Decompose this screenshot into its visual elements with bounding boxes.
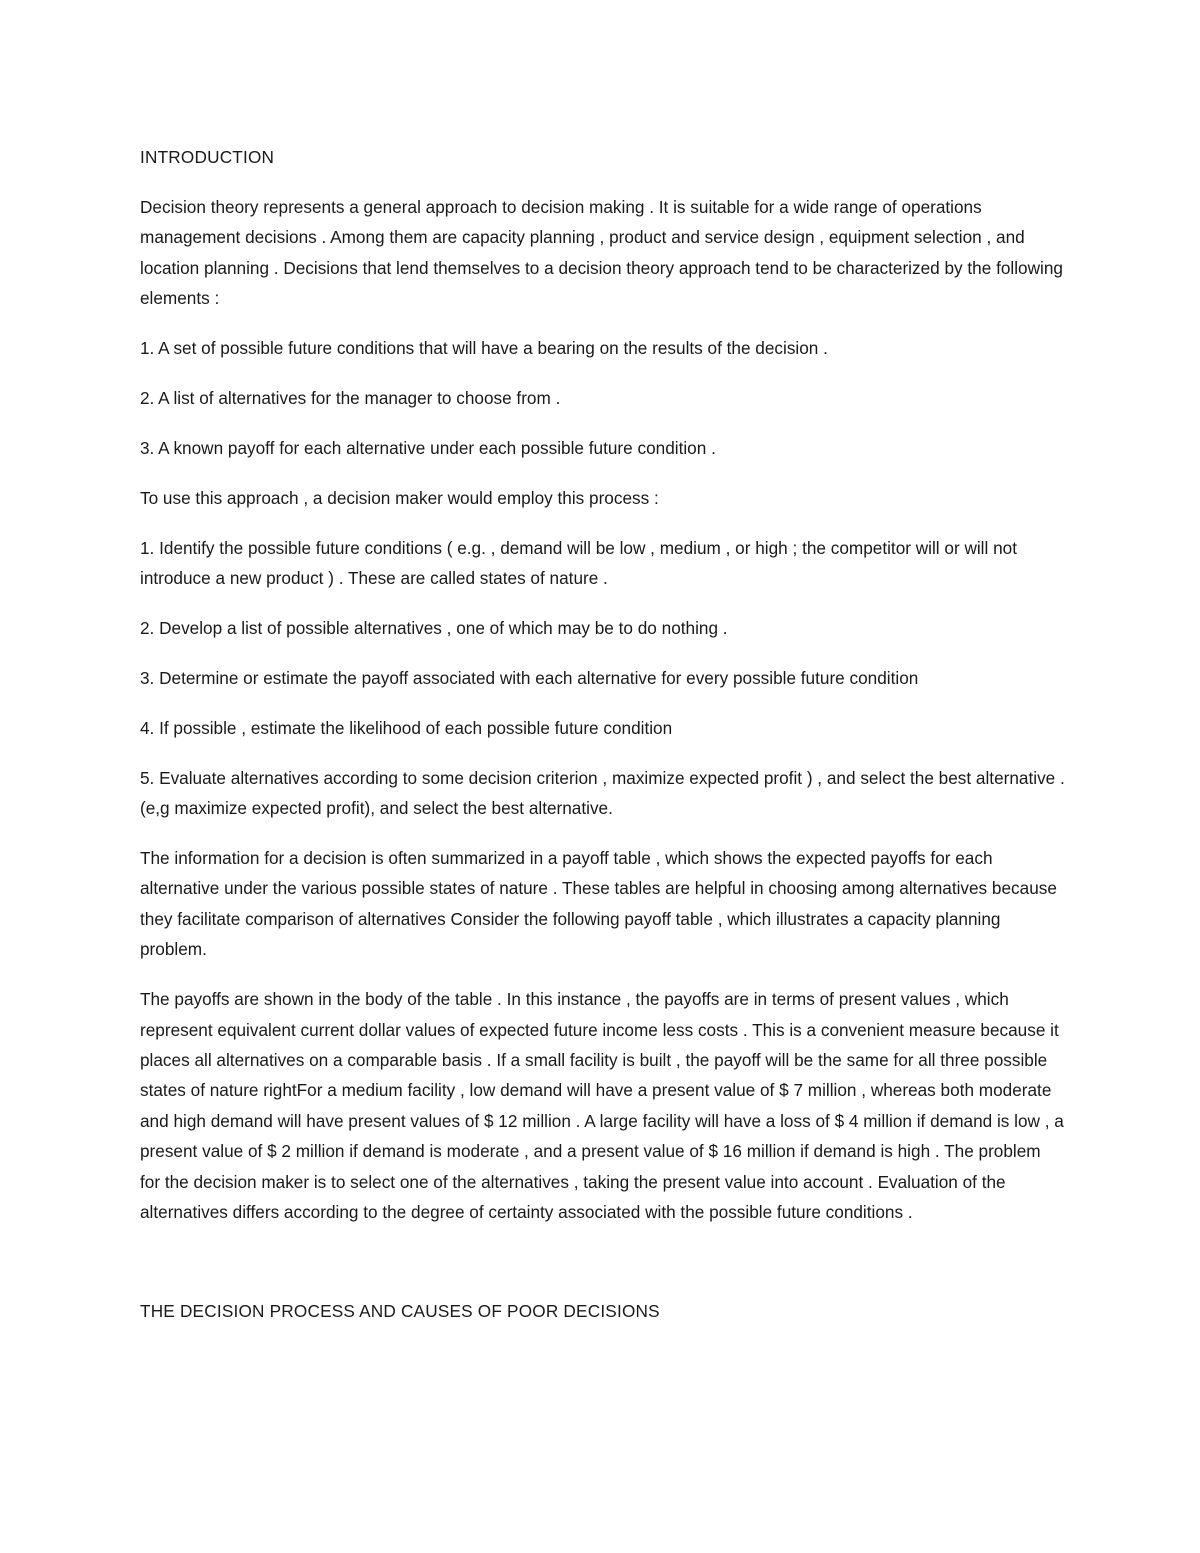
section-heading: THE DECISION PROCESS AND CAUSES OF POOR DECISIONS bbox=[140, 1300, 660, 1321]
process-step-1: 1. Identify the possible future conditions ( e.g. , demand will be low , medium , or high ; the competitor will or will not introduce a new product ) . These are called states of nature . bbox=[140, 537, 1017, 589]
document-body bbox=[140, 142, 1065, 1346]
process-step-2: 2. Develop a list of possible alternatives , one of which may be to do nothing . bbox=[140, 617, 728, 638]
element-item-3: 3. A known payoff for each alternative under each possible future condition . bbox=[140, 437, 716, 458]
element-item-1: 1. A set of possible future conditions that will have a bearing on the results of the decision . bbox=[140, 338, 828, 359]
paragraph-decision-theory: Decision theory represents a general approach to decision making . It is suitable for a wide range of operations management decisions . Among them are capacity planning , product and service design , equipment selection , and location planning . Decisions that lend themselves to a decision theory approach tend to be characterized by the following elements : bbox=[140, 196, 1063, 309]
element-item-2: 2. A list of alternatives for the manager to choose from . bbox=[140, 387, 561, 408]
intro-heading: INTRODUCTION bbox=[140, 147, 275, 167]
paragraph-payoff-table: The information for a decision is often summarized in a payoff table , which shows the expected payoffs for each alternative under the various possible states of nature . These tables are helpful in choosing among alternatives because they facilitate comparison of alternatives Consider the following payoff table , which illustrates a capacity planning problem. bbox=[140, 848, 1057, 960]
process-step-5: 5. Evaluate alternatives according to some decision criterion , maximize expected profit ) , and select the best alternative . (e,g maximize expected profit), and select the best alternative. bbox=[140, 767, 1065, 819]
process-step-3: 3. Determine or estimate the payoff associated with each alternative for every possible future condition bbox=[140, 667, 919, 688]
paragraph-payoffs-explained: The payoffs are shown in the body of the table . In this instance , the payoffs are in terms of present values , which represent equivalent current dollar values of expected future income less costs . This is a convenient measure because it places all alternatives on a comparable basis . If a small facility is built , the payoff will be the same for all three possible states of nature rightFor a medium facility , low demand will have a present value of $ 7 million , whereas both moderate and high demand will have present values of $ 12 million . A large facility will have a loss of $ 4 million if demand is low , a present value of $ 2 million if demand is moderate , and a present value of $ 16 million if demand is high . The problem for the decision maker is to select one of the alternatives , taking the present value into account . Evaluation of the alternatives differs according to the degree of certainty associated with the possible future conditions . bbox=[140, 989, 1064, 1222]
section-spacer bbox=[140, 1247, 1065, 1296]
paragraph-process-intro: To use this approach , a decision maker would employ this process : bbox=[140, 487, 659, 508]
process-step-4: 4. If possible , estimate the likelihood of each possible future condition bbox=[140, 717, 673, 738]
